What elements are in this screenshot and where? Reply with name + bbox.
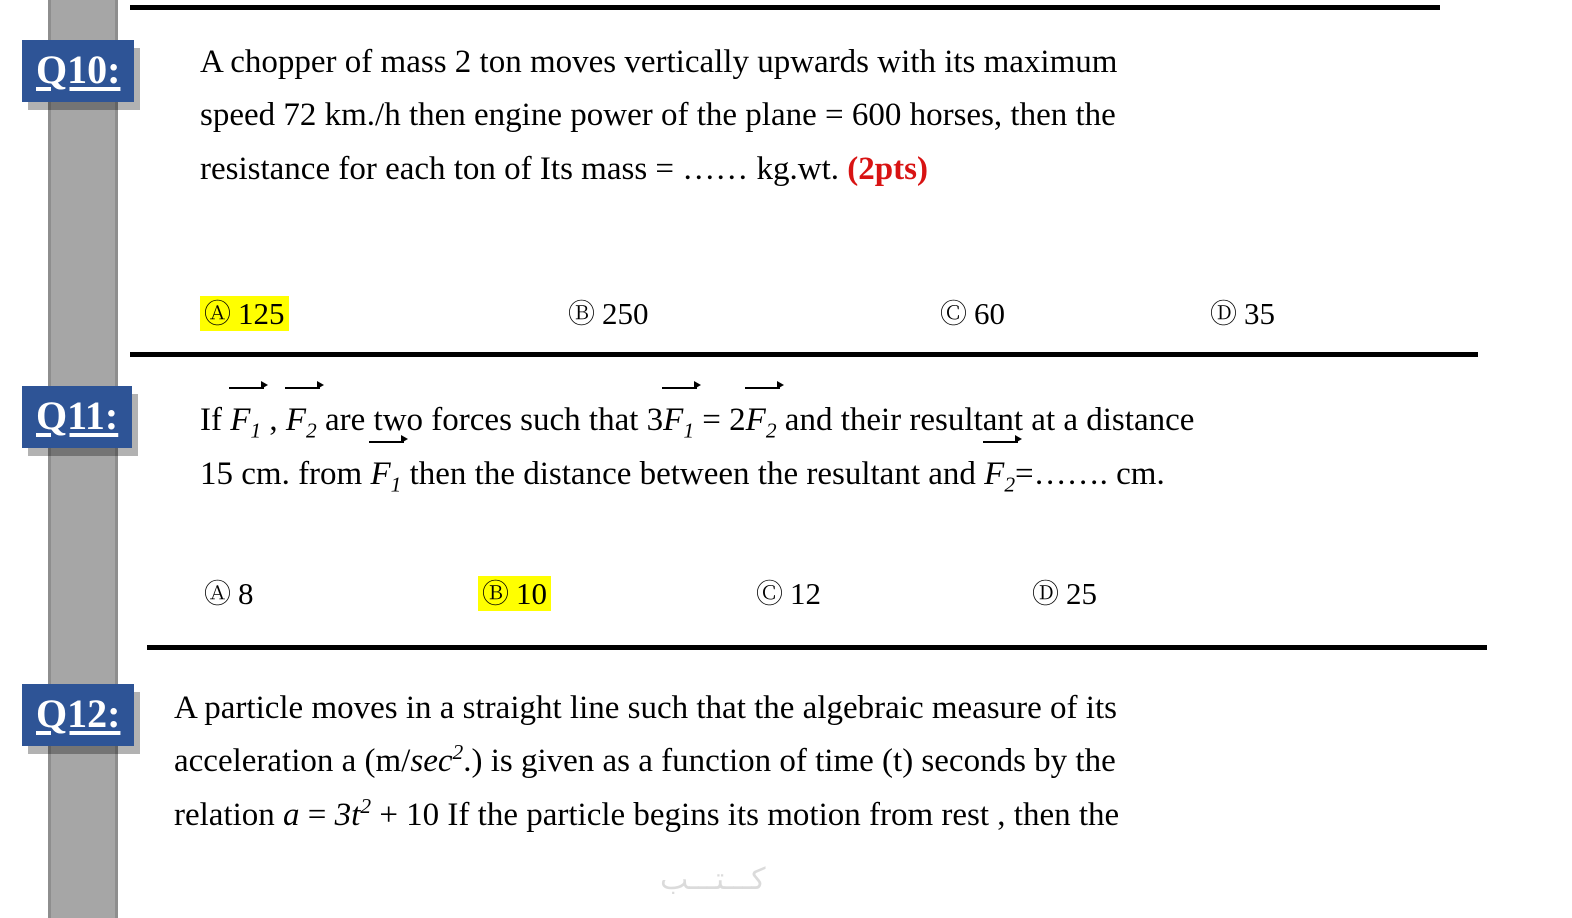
choice-value-d: 35	[1244, 296, 1275, 331]
divider-q11-q12	[147, 645, 1487, 650]
divider-q10-q11	[130, 352, 1478, 357]
page-spine-decoration	[48, 0, 118, 918]
choice-letter-d: Ⓓ	[1032, 579, 1059, 609]
watermark-text: كـــتـــب	[660, 863, 766, 896]
q11-f1-sub-b: 1	[683, 418, 695, 443]
q10-line-2: speed 72 km./h then engine power of the plane = 600 horses, then the	[200, 97, 1116, 134]
choice-q11-b-highlight	[478, 576, 551, 611]
divider-top	[130, 5, 1440, 10]
q12-l2-a: acceleration a (m/	[174, 743, 411, 780]
question-text-q12	[174, 682, 1494, 842]
q12-term-sup: 2	[360, 793, 372, 818]
q11-f2-c: F	[984, 456, 1005, 493]
vector-f1-2	[663, 394, 694, 448]
choice-letter-b: Ⓑ	[482, 579, 509, 609]
q11-l1-a: If	[200, 402, 231, 438]
choice-q10-c[interactable]	[940, 292, 1005, 332]
choice-letter-a: Ⓐ	[204, 299, 231, 329]
q11-f2-sub-c: 2	[1004, 472, 1016, 497]
question-text-q11	[200, 394, 1530, 503]
q12-l3-b: + 10 If the particle begins its motion from rest , then the	[371, 796, 1120, 833]
choice-value-b: 10	[516, 576, 547, 611]
q11-line-2	[200, 448, 1530, 502]
vector-f1-3	[370, 448, 401, 502]
q11-f1: F	[230, 402, 251, 438]
q10-line-3	[200, 143, 1450, 196]
q11-f1-sub: 1	[250, 418, 262, 443]
q10-line-3-text: resistance for each ton of Its mass = …… kg.wt.	[200, 150, 840, 187]
choice-letter-b: Ⓑ	[568, 299, 595, 329]
q11-f1-c: F	[370, 456, 391, 493]
choice-letter-c: Ⓒ	[756, 579, 783, 609]
q12-term-3t: 3t	[334, 796, 361, 833]
q11-f2: F	[285, 402, 307, 438]
q12-l3-eq: =	[299, 796, 335, 833]
vector-f2-2	[746, 394, 777, 448]
q11-l2-a: 15 cm. from	[200, 456, 371, 493]
choice-letter-c: Ⓒ	[940, 299, 967, 329]
q12-var-a: a	[283, 796, 300, 833]
question-tag-q11: Q11:	[22, 386, 132, 448]
q12-l2-b: .) is given as a function of time (t) seconds by the	[463, 743, 1116, 780]
q12-line-1: A particle moves in a straight line such that the algebraic measure of its	[174, 690, 1117, 726]
q11-f2-sub-b: 2	[765, 418, 777, 443]
q12-line-3	[174, 789, 1494, 842]
q12-sec-sup: 2	[452, 740, 464, 765]
choice-q10-b[interactable]	[568, 292, 649, 332]
vector-f2-3	[984, 448, 1015, 502]
q11-l1-c: are two forces such that 3	[316, 402, 664, 438]
q11-f1-sub-c: 1	[390, 472, 402, 497]
vector-f2-1	[286, 394, 317, 448]
q10-line-1: A chopper of mass 2 ton moves vertically upwards with its maximum	[200, 44, 1118, 80]
q11-l2-b: then the distance between the resultant and	[401, 456, 985, 493]
choice-q11-d[interactable]	[1032, 572, 1097, 612]
question-tag-q12: Q12:	[22, 684, 134, 746]
q11-l1-d: = 2	[694, 402, 746, 438]
choice-q10-a[interactable]	[200, 292, 289, 332]
choice-letter-d: Ⓓ	[1210, 299, 1237, 329]
q11-l2-c: =……. cm.	[1015, 456, 1165, 493]
choice-q10-d[interactable]	[1210, 292, 1275, 332]
vector-f1-1	[230, 394, 261, 448]
q10-points-badge: (2pts)	[847, 150, 928, 187]
choice-value-d: 25	[1066, 576, 1097, 611]
choice-q11-b[interactable]	[478, 572, 551, 612]
q11-f2-b: F	[745, 402, 766, 438]
q12-sec: sec	[410, 743, 453, 780]
choice-q11-c[interactable]	[756, 572, 821, 612]
choice-value-a: 8	[238, 576, 254, 611]
q11-l1-b: ,	[261, 402, 286, 438]
choice-value-c: 60	[974, 296, 1005, 331]
choice-value-c: 12	[790, 576, 821, 611]
choice-value-a: 125	[238, 296, 285, 331]
question-text-q10	[200, 36, 1450, 196]
q11-l1-e: and their resultant at a distance	[776, 402, 1195, 438]
question-tag-q10: Q10:	[22, 40, 134, 102]
choice-value-b: 250	[602, 296, 649, 331]
choice-q10-a-highlight	[200, 296, 289, 331]
q12-l3-a: relation	[174, 796, 284, 833]
choice-q11-a[interactable]	[204, 572, 254, 612]
q12-line-2	[174, 735, 1494, 788]
q11-f1-b: F	[663, 402, 684, 438]
choice-letter-a: Ⓐ	[204, 579, 231, 609]
q11-f2-sub: 2	[306, 418, 317, 443]
